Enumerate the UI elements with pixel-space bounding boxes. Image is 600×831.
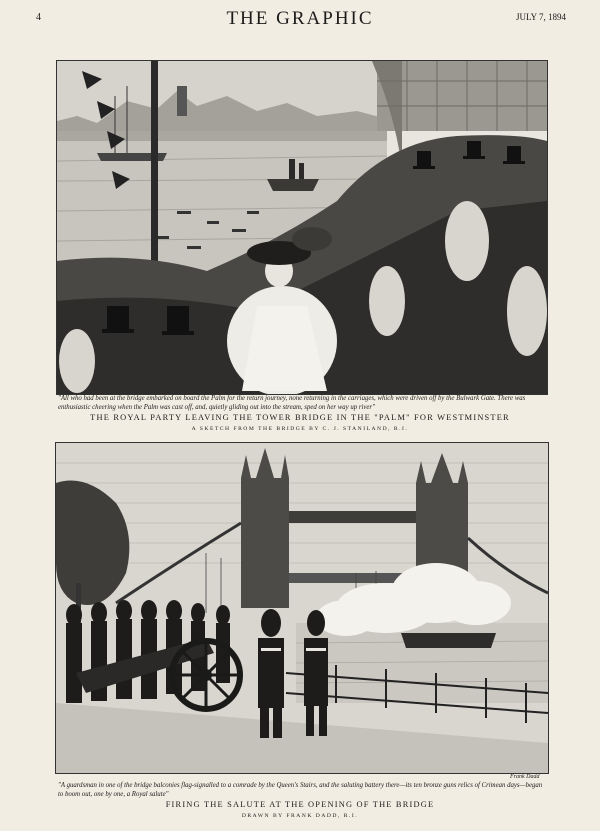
top-credit: A SKETCH FROM THE BRIDGE BY C. J. STANILAND, R.I. <box>191 426 409 432</box>
bottom-illustration <box>55 442 549 774</box>
publication-title: THE GRAPHIC <box>226 8 374 29</box>
issue-date: JULY 7, 1894 <box>515 12 566 22</box>
bottom-caption: "A guardsman in one of the bridge balconies flag-signalled to a comrade by the Queen's Stairs, and the saluting battery there—its ten bronze guns relics of Crimean days—began to boom out, one by one, a Royal salute" <box>58 782 543 798</box>
top-title: THE ROYAL PARTY LEAVING THE TOWER BRIDGE IN THE "PALM" FOR WESTMINSTER <box>90 413 510 422</box>
royal-party-engraving <box>57 61 547 394</box>
bottom-credit: DRAWN BY FRANK DADD, R.I. <box>241 813 359 819</box>
bottom-title: FIRING THE SALUTE AT THE OPENING OF THE BRIDGE <box>165 800 435 809</box>
top-caption: "All who had been at the bridge embarked on board the Palm for the return journey, none returning in the carriages, which were driven off by the Bulwark Gate. There was enthusiastic cheering when the Palm was cast off, and, quietly gliding out into the stream, sped on her way up river" <box>58 395 526 411</box>
page-number: 4 <box>36 12 41 23</box>
top-illustration <box>56 60 548 395</box>
salute-engraving <box>56 443 548 773</box>
artist-signature: Frank Dadd <box>510 774 540 780</box>
